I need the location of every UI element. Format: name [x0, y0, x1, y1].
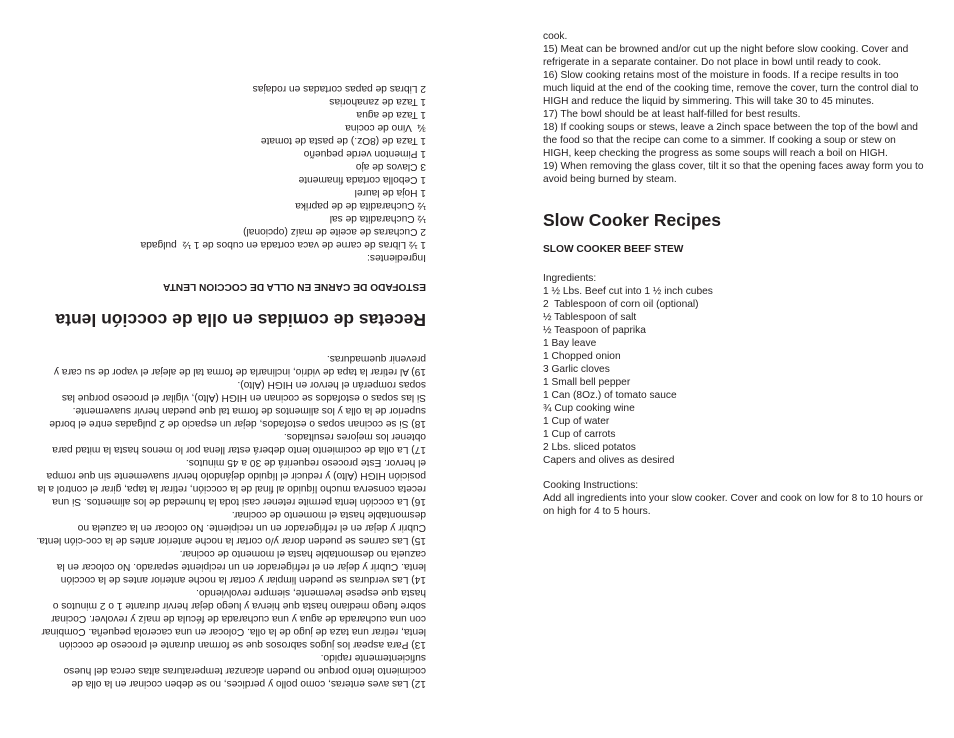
tip-16-es: 16) La cocción lenta permite retener casi toda la humedad de los alimentos. Si una receta conserva mucho líquido al final de la cocción, retirar la tapa, girar el control a la posición HIGH (Alto) y reducir el líquido dejándolo hervir suavemente sin que rompa el hervor. Este proceso requerirá de 30 a 45 minutos.: [34, 457, 426, 507]
ingredient-es: 2 Cucharas de aceite de maíz (opcional): [243, 226, 426, 237]
ingredient-item: ½ Tablespoon of salt: [543, 312, 637, 323]
tip-14-es: 14) Las verduras se pueden limpiar y cortar la noche anterior antes de la cocción lenta. Cubrir y dejar en el refrigerador en un recipiente separado. No colocar en la cazuela no desmontable hasta el momento de cocinar.: [53, 548, 426, 585]
right-page-content: [543, 30, 925, 518]
ingredient-item: ½ Teaspoon of paprika: [543, 325, 646, 336]
ingredient-item: Capers and olives as desired: [543, 455, 675, 466]
ingredient-item: 1 Cup of carrots: [543, 429, 616, 440]
ingredient-es: 1 ½ Libras de carne de vaca cortada en cubos de 1 ½ pulgada: [140, 239, 426, 250]
ingredient-item: 1 Small bell pepper: [543, 377, 631, 388]
ingredient-item: 2 Lbs. sliced potatos: [543, 442, 636, 453]
ingredient-item: ¾ Cup cooking wine: [543, 403, 635, 414]
tip-13-es: 13) Para aspear los jugos sabrosos que se forman durante el proceso de cocción lenta, retirar una taza de jugo de la olla. Colocar en una cacerola pequeña. Combinar con una cucharada de agua y una cucharada de fécula de maíz y revolver. Cocinar sobre fuego mediano hasta que hierva y luego dejar hervir durante 1 o 2 minutos o hasta que espese levemente, siempre revolviendo.: [38, 587, 426, 650]
tip-18-es: 18) Si se cocinan sopas o estofados, dejar un espacio de 2 pulgadas entre el borde superior de la olla y los alimentos de forma tal que puedan hervir suavemente.: [46, 405, 426, 429]
ingredient-es: ½ Cucharadita de sal: [329, 213, 426, 224]
tip-19: 19) When removing the glass cover, tilt it so that the opening faces away form you to avoid being burned by steam.: [543, 161, 927, 185]
recipe-title-es: ESTOFADO DE CARNE EN OLLA DE COCCION LENTA: [163, 281, 426, 292]
tip-19-es: 19) Al retirar la tapa de vidrio, inclinarla de forma tal de alejar el vapor de su cara y prevenir quemaduras.: [51, 353, 426, 377]
ingredients-label: Ingredients:: [543, 273, 597, 284]
instructions-text: Add all ingredients into your slow cooker. Cover and cook on low for 8 to 10 hours or on high for 4 to 5 hours.: [543, 493, 926, 517]
tip-15-es: 15) Las carnes se pueden dorar y/o cortar la noche anterior antes de la coc-ción lenta. Cubrir y dejar en el refrigerador en un recipiente. No colocar en la cazuela no desmontable hasta el momento de cocinar.: [33, 509, 426, 546]
tip-continuation: cook.: [543, 31, 568, 42]
tip-18b-es: Si las sopas o estofados se cocinan en HIGH (Alto), vigilar el proceso porque las sopas romperán el hervor en HIGH (Alto).: [59, 379, 426, 403]
ingredient-item: 1 ½ Lbs. Beef cut into 1 ½ inch cubes: [543, 286, 713, 297]
ingredient-item: 1 Chopped onion: [543, 351, 621, 362]
ingredient-es: 1 Hoja de laurel: [354, 187, 426, 198]
ingredient-es: 3 Clavos de ajo: [355, 161, 426, 172]
recipe-title: SLOW COOKER BEEF STEW: [543, 244, 684, 255]
right-page: [477, 0, 954, 738]
ingredient-es: 2 Libras de papas cortadas en rodajas: [252, 83, 426, 94]
ingredient-es: ¾ Vino de cocina: [345, 122, 426, 133]
tip-12-es: 12) Las aves enteras, como pollo y perdices, no se deben cocinar en la olla de cocimiento lento porque no pueden alcanzar temperaturas altas cerca del hueso suficientemente rapido.: [60, 652, 426, 689]
ingredient-es: 1 Taza de agua: [356, 109, 426, 120]
tip-18: 18) If cooking soups or stews, leave a 2inch space between the top of the bowl and the food so that the recipe can come to a simmer. If cooking a soup or stew on HIGH, keep checking the progress as some soups will reach a boil on HIGH.: [543, 122, 921, 159]
ingredient-item: 3 Garlic cloves: [543, 364, 610, 375]
ingredient-item: 2 Tablespoon of corn oil (optional): [543, 299, 699, 310]
ingredient-es: 1 Taza de (8Oz.) de pasta de tomate: [260, 135, 426, 146]
ingredient-item: 1 Bay leave: [543, 338, 597, 349]
ingredient-es: ½ Cucharadita de de paprika: [295, 200, 426, 211]
instructions-label: Cooking Instructions:: [543, 480, 639, 491]
ingredient-es: 1 Taza de zanahorias: [329, 96, 426, 107]
tip-17-es: 17) La olla de cocimiento lento deberá estar llena por lo menos hasta la mitad para obtener los mejores resultados.: [49, 431, 426, 455]
tip-15: 15) Meat can be browned and/or cut up the night before slow cooking. Cover and refrigerate in a separate container. Do not place in bowl until ready to cook.: [543, 44, 912, 68]
ingredient-item: 1 Cup of water: [543, 416, 610, 427]
page-title: Slow Cooker Recipes: [543, 210, 721, 230]
tip-17: 17) The bowl should be at least half-filled for best results.: [543, 109, 801, 120]
ingredient-es: 1 Pimenton verde pequeño: [303, 148, 426, 159]
ingredient-item: 1 Can (8Oz.) of tomato sauce: [543, 390, 677, 401]
tip-16: 16) Slow cooking retains most of the moisture in foods. If a recipe results in too much liquid at the end of the cooking time, remove the cover, turn the control dial to HIGH and reduce the liquid by simmering. This will take 30 to 45 minutes.: [543, 70, 922, 107]
page-title-es: Recetas de comidas en olla de cocción lenta: [55, 310, 426, 330]
left-page-upside-down-content: [33, 30, 426, 710]
ingredient-es: 1 Cebolla cortada finamente: [298, 174, 426, 185]
ingredients-label-es: Ingredientes:: [367, 252, 426, 263]
